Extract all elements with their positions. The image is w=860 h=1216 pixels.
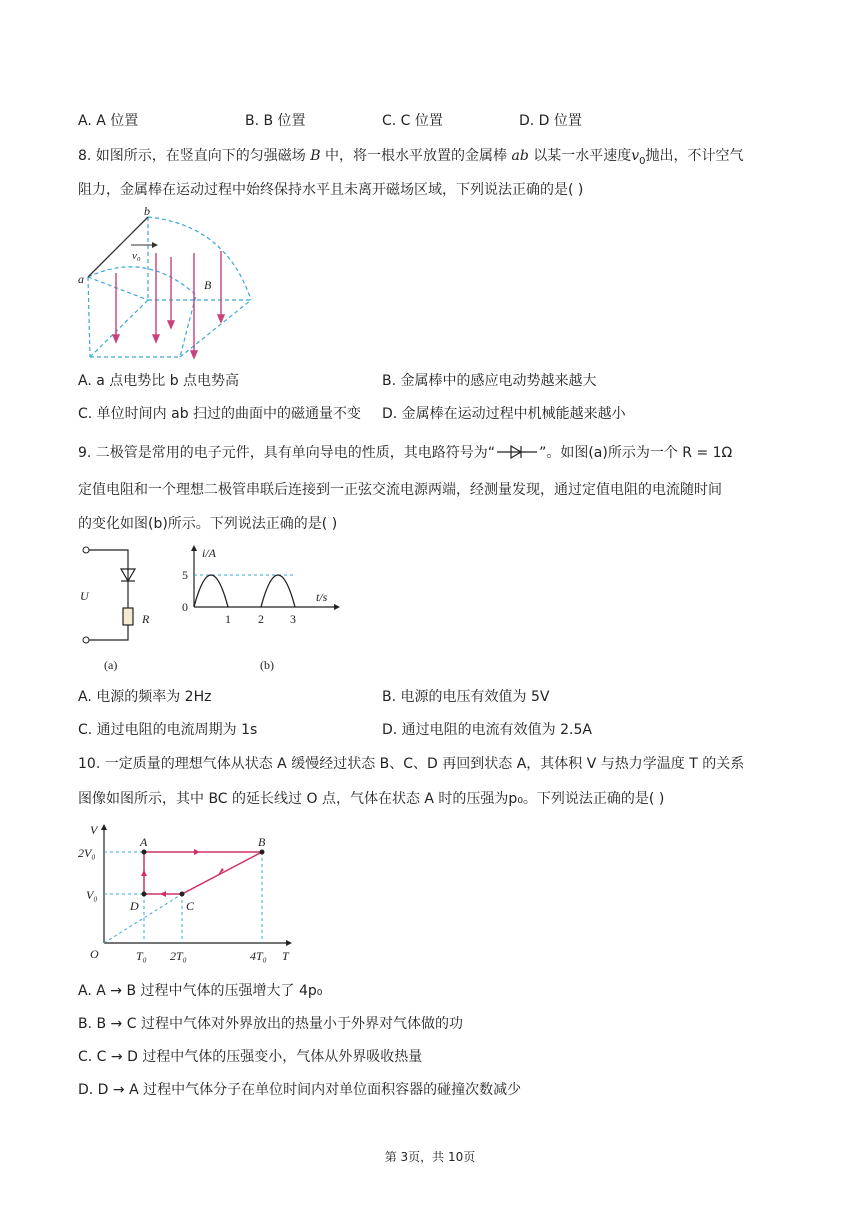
q10-stem-line1: 10. 一定质量的理想气体从状态 A 缓慢经过状态 B、C、D 再回到状态 A，其体积 V 与热力学温度 T 的关系 [78,756,745,772]
q9-option-b: B. 电源的电压有效值为 5V [382,689,550,705]
q9-graph-ylabel: i/A [202,546,216,560]
q10-tick-2t0: 2T₀ [170,949,187,963]
q7-option-b: B. B 位置 [245,113,306,129]
q10-point-b: B [258,835,266,849]
q7-option-d: D. D 位置 [519,113,582,129]
diode-symbol-icon [495,444,539,460]
q9-graph-tick-2: 2 [258,612,264,626]
q9-circuit-figure [76,545,166,675]
q10-tick-t0: T₀ [136,949,147,963]
q10-vt-diagram [76,818,306,968]
q7-option-a: A. A 位置 [78,113,139,129]
q9-label-r: R [142,612,150,626]
q9-option-c: C. 通过电阻的电流周期为 1s [78,722,258,738]
q8-label-a: a [78,272,84,286]
q10-origin: O [90,947,99,961]
q10-option-d: D. D → A 过程中气体分子在单位时间内对单位面积容器的碰撞次数减少 [78,1082,522,1098]
page-footer: 第 3页，共 10页 [384,1150,476,1164]
q8-option-c: C. 单位时间内 ab 扫过的曲面中的磁通量不变 [78,406,362,422]
q8-option-b: B. 金属棒中的感应电动势越来越大 [382,373,597,389]
q10-point-a: A [140,835,148,849]
q9-graph-tick-5: 5 [182,568,188,582]
q8-stem-line2: 阻力，金属棒在运动过程中始终保持水平且未离开磁场区域，下列说法正确的是( ) [78,182,584,198]
q9-stem-line2: 定值电阻和一个理想二极管串联后连接到一正弦交流电源两端，经测量发现，通过定值电阻的电流随时间 [78,482,722,498]
q8-label-v0: v₀ [132,250,141,262]
q10-stem-line2: 图像如图所示，其中 BC 的延长线过 O 点，气体在状态 A 时的压强为p₀。下列说法正确的是( ) [78,791,665,807]
q9-graph-xlabel: t/s [316,590,328,604]
q9-option-a: A. 电源的频率为 2Hz [78,689,212,705]
q8-stem-line1: 8. 如图所示，在竖直向下的匀强磁场 B 中，将一根水平放置的金属棒 ab 以某一水平速度$v_0$抛出，不计空气 [78,148,744,167]
q10-option-b: B. B → C 过程中气体对外界放出的热量小于外界对气体做的功 [78,1016,463,1032]
q8-label-field-b: B [204,278,212,292]
q10-tick-v0: V₀ [86,888,98,902]
q9-caption-b: (b) [260,658,274,672]
q9-graph-tick-3: 3 [290,612,296,626]
q10-tick-2v0: 2V₀ [78,846,96,860]
q9-caption-a: (a) [104,658,118,672]
q9-stem-line1: 9. 二极管是常用的电子元件，具有单向导电的性质，其电路符号为“ ”。如图(a)所示为一个 R = 1Ω [78,445,733,461]
q9-current-graph [176,545,346,675]
q10-option-a: A. A → B 过程中气体的压强增大了 4p₀ [78,983,323,999]
q9-stem-line3: 的变化如图(b)所示。下列说法正确的是( ) [78,516,338,532]
q10-point-c: C [186,899,195,913]
q10-tick-4t0: 4T₀ [250,949,267,963]
q7-option-c: C. C 位置 [382,113,443,129]
q10-point-d: D [130,899,139,913]
q10-axis-t: T [282,949,289,963]
q9-graph-tick-1: 1 [225,612,231,626]
q10-option-c: C. C → D 过程中气体的压强变小，气体从外界吸收热量 [78,1049,423,1065]
q9-graph-origin: 0 [182,600,188,614]
q9-option-d: D. 通过电阻的电流有效值为 2.5A [382,722,592,738]
q8-magnetic-field-figure [76,205,256,365]
q10-axis-v: V [90,823,98,837]
q9-label-u: U [80,589,89,603]
q8-option-d: D. 金属棒在运动过程中机械能越来越小 [382,406,626,422]
q8-label-b: b [144,205,150,218]
q8-option-a: A. a 点电势比 b 点电势高 [78,373,240,389]
